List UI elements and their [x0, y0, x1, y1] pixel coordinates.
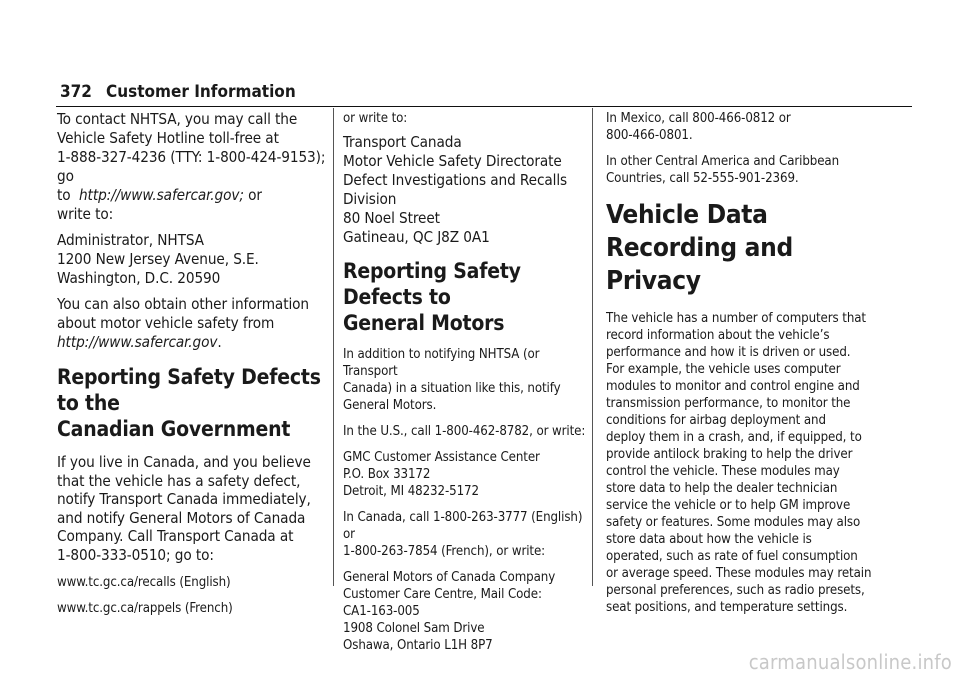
column-right	[606, 110, 906, 616]
page-header	[56, 80, 912, 107]
contact-nhtsa-paragraph: To contact NHTSA, you may call the Vehicle Safety Hotline toll-free at 1-888-327-4236 (TTY: 1-800-424-9153); go to http://www.safercar.gov; or write to:	[57, 110, 326, 223]
watermark-text: carmanualsonline.info	[748, 650, 952, 674]
vehicle-data-heading: Vehicle Data Recording and Privacy	[606, 200, 793, 296]
gm-heading: Reporting Safety Defects to General Motors	[343, 259, 521, 335]
gm-canada-address: General Motors of Canada Company Customer Care Centre, Mail Code: CA1-163-005 1908 Colonel Sam Drive Oshawa, Ontario L1H 8P7	[343, 570, 556, 653]
canada-heading: Reporting Safety Defects to the Canadian Government	[57, 365, 321, 441]
transport-canada-address: Transport Canada Motor Vehicle Safety Directorate Defect Investigations and Recalls Division 80 Noel Street Gatineau, QC J8Z 0A1	[343, 133, 568, 246]
url-french[interactable]: www.tc.gc.ca/rappels (French)	[57, 600, 233, 616]
gm-intro: In addition to notifying NHTSA (or Transport Canada) in a situation like this, notify General Motors.	[343, 347, 561, 413]
column-divider-right	[592, 108, 593, 586]
mexico-call-text: In Mexico, call 800-466-0812 or 800-466-0801.	[606, 111, 791, 143]
nhtsa-address: Administrator, NHTSA 1200 New Jersey Avenue, S.E. Washington, D.C. 20590	[57, 231, 259, 287]
write-to-text: or write to:	[343, 111, 408, 126]
column-divider-left	[333, 108, 334, 586]
safercar-link[interactable]: http://www.safercar.gov;	[79, 186, 244, 204]
us-address: GMC Customer Assistance Center P.O. Box 33172 Detroit, MI 48232-5172	[343, 450, 540, 499]
url-english[interactable]: www.tc.gc.ca/recalls (English)	[57, 574, 231, 590]
canada-call-text: In Canada, call 1-800-263-3777 (English) or 1-800-263-7854 (French), or write:	[343, 510, 583, 559]
column-left	[57, 110, 327, 617]
obtain-info-paragraph: You can also obtain other information about motor vehicle safety from http://www.safercar.gov.	[57, 295, 309, 351]
section-title: Customer Information	[106, 82, 296, 102]
safercar-link-2[interactable]: http://www.safercar.gov	[57, 333, 218, 351]
vehicle-data-body: The vehicle has a number of computers that record information about the vehicle’s performance and how it is driven or used. For example, the vehicle uses computer modules to monitor and control engine and transmission performance, to monitor the conditions for airbag deployment and deploy them in a crash, and, if equipped, to provide antilock braking to help the driver control the vehicle. These modules may store data to help the dealer technician service the vehicle or to help GM improve safety or features. Some modules may also store data about how the vehicle is operated, such as rate of fuel consumption or average speed. These modules may retain personal preferences, such as radio presets, seat positions, and temperature settings.	[606, 311, 872, 615]
column-middle	[343, 110, 587, 654]
central-america-call-text: In other Central America and Caribbean Countries, call 52-555-901-2369.	[606, 154, 840, 186]
page-number: 372	[60, 82, 92, 102]
us-call-text: In the U.S., call 1-800-462-8782, or write:	[343, 424, 586, 439]
canada-body: If you live in Canada, and you believe that the vehicle has a safety defect, notify Transport Canada immediately, and notify General Motors of Canada Company. Call Transport Canada at 1-800-333-0510; go to:	[57, 453, 311, 564]
